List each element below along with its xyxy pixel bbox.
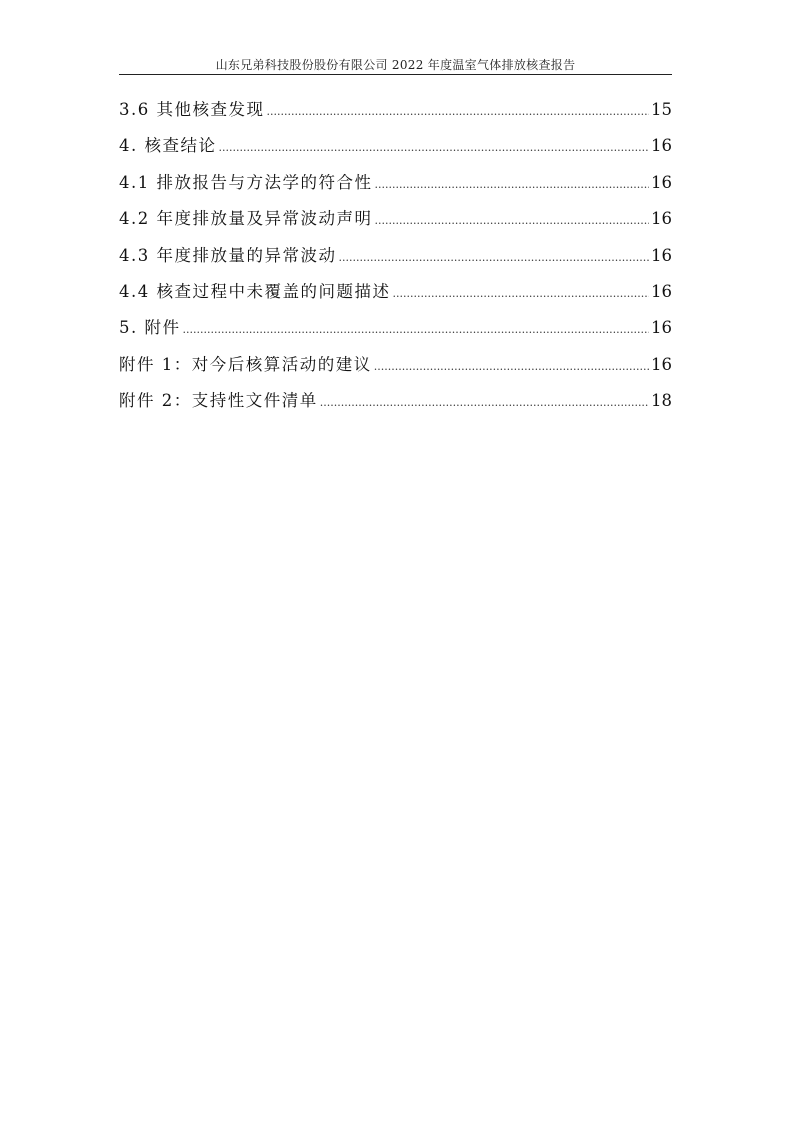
toc-leader-dots (219, 141, 650, 154)
toc-entry-page: 16 (651, 245, 672, 265)
toc-entry-page: 18 (651, 391, 672, 411)
toc-entry[interactable] (119, 351, 672, 387)
toc-entry-title: 4.1 排放报告与方法学的符合性 (119, 172, 373, 192)
toc-leader-dots (393, 287, 650, 300)
toc-leader-dots (374, 360, 649, 373)
toc-entry-title: 3.6 其他核查发现 (119, 100, 265, 119)
toc-entry[interactable] (119, 242, 672, 278)
toc-entry[interactable] (119, 278, 672, 314)
toc-entry-title: 4.2 年度排放量及异常波动声明 (119, 209, 373, 229)
toc-entry-page: 16 (651, 209, 672, 229)
page-header: 山东兄弟科技股份股份有限公司 2022 年度温室气体排放核查报告 (215, 58, 576, 72)
toc-entry[interactable] (119, 96, 672, 132)
toc-leader-dots (339, 251, 650, 264)
toc-entry-page: 16 (651, 281, 672, 301)
toc-entry[interactable] (119, 205, 672, 241)
toc-leader-dots (375, 214, 650, 227)
toc-entry-page: 16 (651, 318, 672, 338)
toc-entry[interactable] (119, 387, 672, 423)
table-of-contents (119, 96, 672, 424)
toc-entry-page: 16 (651, 172, 672, 192)
toc-entry[interactable] (119, 169, 672, 205)
toc-leader-dots (320, 396, 649, 409)
toc-entry[interactable] (119, 314, 672, 350)
toc-entry-title: 附件 2：支持性文件清单 (119, 391, 318, 411)
toc-entry-page: 16 (651, 354, 672, 374)
toc-leader-dots (267, 105, 650, 118)
toc-entry-title: 4. 核查结论 (119, 136, 217, 156)
toc-entry-page: 16 (651, 136, 672, 156)
toc-entry-title: 5. 附件 (119, 318, 181, 338)
toc-entry-title: 4.3 年度排放量的异常波动 (119, 245, 337, 265)
toc-entry[interactable] (119, 132, 672, 168)
toc-leader-dots (375, 178, 650, 191)
toc-leader-dots (183, 323, 650, 336)
header-rule (119, 74, 672, 75)
toc-entry-title: 4.4 核查过程中未覆盖的问题描述 (119, 281, 391, 301)
toc-entry-page: 15 (651, 100, 672, 119)
toc-entry-title: 附件 1：对今后核算活动的建议 (119, 354, 372, 374)
